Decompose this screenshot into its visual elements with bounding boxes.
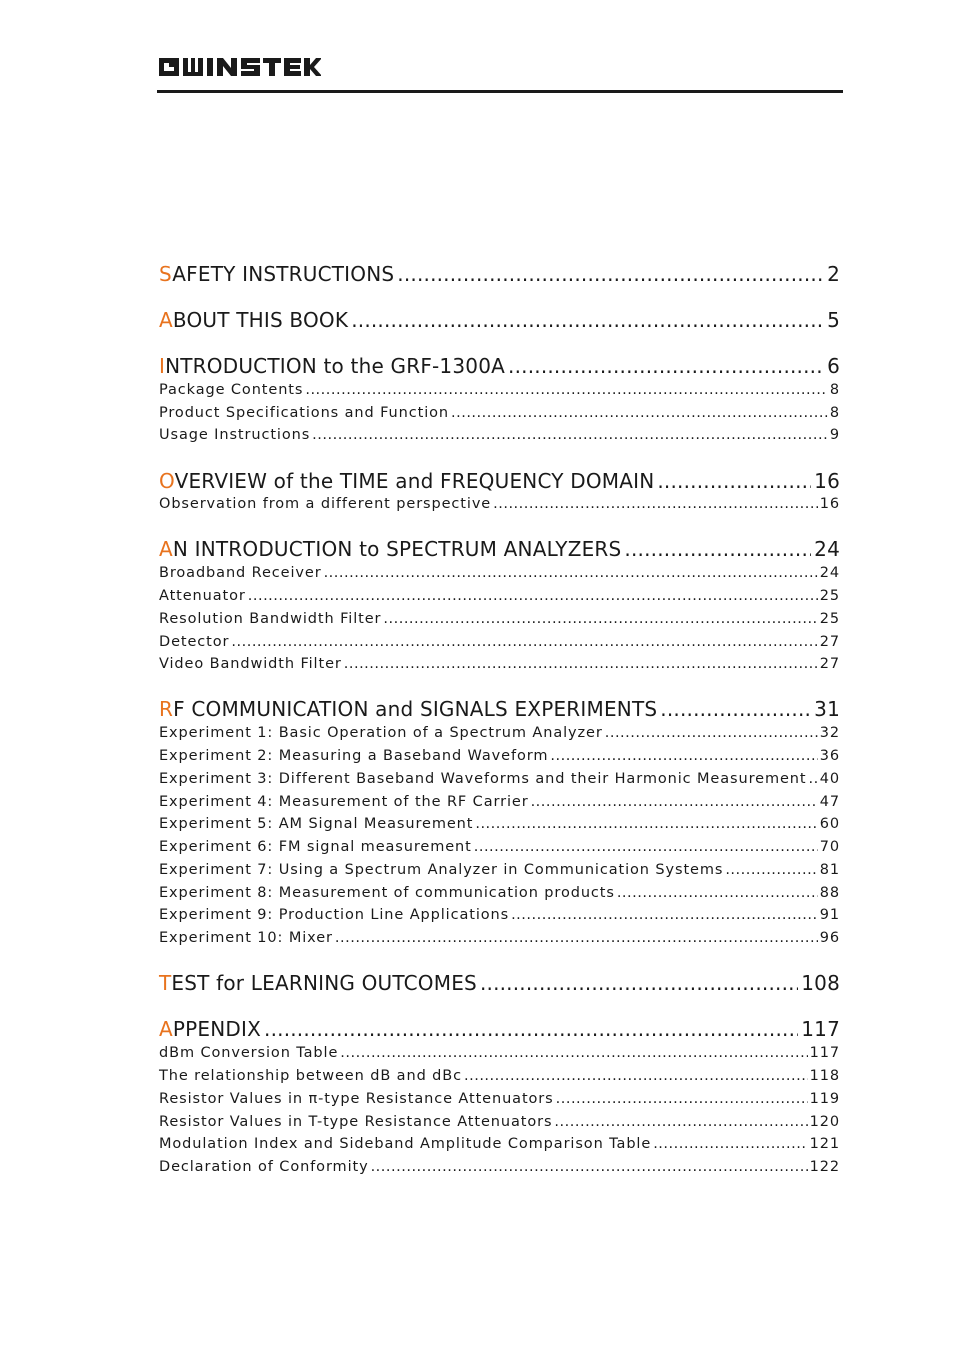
dot-leader [617, 885, 818, 901]
chapter-title-rest: VERVIEW of the TIME and FREQUENCY DOMAIN [174, 469, 655, 493]
dot-leader [657, 469, 811, 493]
toc-entry[interactable] [159, 565, 840, 581]
chapter-initial: A [159, 537, 173, 561]
page-number: 108 [801, 971, 840, 995]
page-number: 36 [819, 748, 840, 764]
entry-title: Experiment 1: Basic Operation of a Spectrum Analyzer [159, 725, 603, 741]
chapter-initial: R [159, 697, 174, 721]
dot-leader [624, 537, 811, 561]
dot-leader [305, 382, 828, 398]
toc-entry[interactable] [159, 611, 840, 627]
gw-instek-logo [157, 52, 321, 82]
page-number: 121 [809, 1136, 840, 1152]
dot-leader [550, 748, 817, 764]
toc-chapter[interactable] [159, 469, 840, 493]
dot-leader [264, 1017, 798, 1041]
toc-entry[interactable] [159, 771, 840, 787]
page-number: 32 [819, 725, 840, 741]
page-number: 6 [827, 354, 840, 378]
toc-entry[interactable] [159, 634, 840, 650]
toc-entry[interactable] [159, 930, 840, 946]
chapter-initial: A [159, 308, 173, 332]
dot-leader [351, 308, 824, 332]
chapter-initial: I [159, 354, 166, 378]
toc-entry[interactable] [159, 725, 840, 741]
entry-title: Experiment 5: AM Signal Measurement [159, 816, 474, 832]
toc-chapter[interactable] [159, 1017, 840, 1041]
page-number: 88 [819, 885, 840, 901]
page-number: 119 [809, 1091, 840, 1107]
page-number: 25 [819, 588, 840, 604]
dot-leader [371, 1159, 808, 1175]
dot-leader [397, 262, 824, 286]
dot-leader [383, 611, 817, 627]
entry-title: Broadband Receiver [159, 565, 322, 581]
toc-entry[interactable] [159, 1136, 840, 1152]
entry-title: Experiment 9: Production Line Applications [159, 907, 510, 923]
page-number: 25 [819, 611, 840, 627]
entry-title: Modulation Index and Sideband Amplitude Comparison Table [159, 1136, 652, 1152]
toc-chapter[interactable] [159, 262, 840, 286]
entry-title: Experiment 2: Measuring a Baseband Waveform [159, 748, 549, 764]
dot-leader [475, 816, 817, 832]
dot-leader [605, 725, 818, 741]
page-number: 27 [819, 634, 840, 650]
toc-entry[interactable] [159, 496, 840, 512]
dot-leader [511, 907, 818, 923]
chapter-title-rest: NTRODUCTION to the GRF-1300A [165, 354, 506, 378]
chapter-title [159, 1017, 261, 1041]
chapter-title-rest: EST for LEARNING OUTCOMES [171, 971, 477, 995]
dot-leader [660, 697, 811, 721]
toc-entry[interactable] [159, 839, 840, 855]
page-number: 31 [814, 697, 840, 721]
toc-entry[interactable] [159, 1091, 840, 1107]
toc-entry[interactable] [159, 748, 840, 764]
page-number: 122 [809, 1159, 840, 1175]
toc-chapter[interactable] [159, 354, 840, 378]
dot-leader [554, 1114, 807, 1130]
toc-entry[interactable] [159, 405, 840, 421]
dot-leader [808, 771, 817, 787]
toc-entry[interactable] [159, 1159, 840, 1175]
toc-entry[interactable] [159, 816, 840, 832]
entry-title: Experiment 6: FM signal measurement [159, 839, 472, 855]
entry-title: Product Specifications and Function [159, 405, 449, 421]
dot-leader [493, 496, 818, 512]
entry-title: The relationship between dB and dBc [159, 1068, 462, 1084]
page-number: 9 [829, 427, 840, 443]
toc-entry[interactable] [159, 656, 840, 672]
entry-title: Experiment 7: Using a Spectrum Analyzer in Communication Systems [159, 862, 724, 878]
toc-entry[interactable] [159, 588, 840, 604]
dot-leader [324, 565, 818, 581]
dot-leader [531, 794, 818, 810]
dot-leader [480, 971, 798, 995]
chapter-initial: O [159, 469, 175, 493]
toc-chapter[interactable] [159, 971, 840, 995]
dot-leader [335, 930, 818, 946]
page-number: 70 [819, 839, 840, 855]
page-number: 24 [814, 537, 840, 561]
toc-entry[interactable] [159, 907, 840, 923]
dot-leader [464, 1068, 808, 1084]
entry-title: Experiment 4: Measurement of the RF Carrier [159, 794, 529, 810]
chapter-title [159, 354, 505, 378]
page-number: 16 [819, 496, 840, 512]
dot-leader [725, 862, 817, 878]
toc-entry[interactable] [159, 382, 840, 398]
chapter-title-rest: F COMMUNICATION and SIGNALS EXPERIMENTS [173, 697, 658, 721]
dot-leader [231, 634, 817, 650]
toc-entry[interactable] [159, 1045, 840, 1061]
toc-chapter[interactable] [159, 308, 840, 332]
chapter-title [159, 469, 654, 493]
chapter-title [159, 697, 657, 721]
page-number: 24 [819, 565, 840, 581]
dot-leader [474, 839, 818, 855]
toc-entry[interactable] [159, 794, 840, 810]
entry-title: Observation from a different perspective [159, 496, 492, 512]
entry-title: dBm Conversion Table [159, 1045, 339, 1061]
dot-leader [248, 588, 818, 604]
chapter-title [159, 537, 621, 561]
chapter-title-rest: N INTRODUCTION to SPECTRUM ANALYZERS [172, 537, 622, 561]
entry-title: Resolution Bandwidth Filter [159, 611, 382, 627]
dot-leader [312, 427, 828, 443]
chapter-title-rest: AFETY INSTRUCTIONS [172, 262, 395, 286]
entry-title: Resistor Values in π-type Resistance Attenuators [159, 1091, 554, 1107]
page-number: 5 [827, 308, 840, 332]
page-number: 40 [819, 771, 840, 787]
toc-entry[interactable] [159, 1068, 840, 1084]
header-rule [157, 90, 843, 93]
entry-title: Package Contents [159, 382, 304, 398]
page-number: 117 [801, 1017, 840, 1041]
page-number: 16 [814, 469, 840, 493]
dot-leader [508, 354, 824, 378]
entry-title: Experiment 3: Different Baseband Waveforms and their Harmonic Measurement [159, 771, 807, 787]
entry-title: Declaration of Conformity [159, 1159, 369, 1175]
page-number: 118 [809, 1068, 840, 1084]
entry-title: Experiment 8: Measurement of communication products [159, 885, 615, 901]
entry-title: Experiment 10: Mixer [159, 930, 333, 946]
toc-entry[interactable] [159, 1114, 840, 1130]
dot-leader [653, 1136, 807, 1152]
chapter-title-rest: BOUT THIS BOOK [172, 308, 349, 332]
page-number: 117 [809, 1045, 840, 1061]
page-number: 47 [819, 794, 840, 810]
page-number: 8 [829, 382, 840, 398]
chapter-title [159, 971, 477, 995]
toc-entry[interactable] [159, 885, 840, 901]
dot-leader [340, 1045, 807, 1061]
page-number: 8 [829, 405, 840, 421]
page-number: 60 [819, 816, 840, 832]
entry-title: Usage Instructions [159, 427, 311, 443]
chapter-title-rest: PPENDIX [172, 1017, 262, 1041]
entry-title: Video Bandwidth Filter [159, 656, 342, 672]
chapter-initial: S [159, 262, 173, 286]
entry-title: Resistor Values in T-type Resistance Attenuators [159, 1114, 553, 1130]
dot-leader [451, 405, 828, 421]
toc-entry[interactable] [159, 427, 840, 443]
dot-leader [344, 656, 818, 672]
entry-title: Detector [159, 634, 230, 650]
toc-chapter[interactable] [159, 697, 840, 721]
dot-leader [556, 1091, 808, 1107]
page-number: 96 [819, 930, 840, 946]
page-number: 81 [819, 862, 840, 878]
page-number: 27 [819, 656, 840, 672]
toc-chapter[interactable] [159, 537, 840, 561]
page-number: 91 [819, 907, 840, 923]
entry-title: Attenuator [159, 588, 246, 604]
page-number: 120 [809, 1114, 840, 1130]
chapter-title [159, 308, 348, 332]
chapter-title [159, 262, 394, 286]
page-number: 2 [827, 262, 840, 286]
chapter-initial: A [159, 1017, 173, 1041]
logo-wordmark [157, 54, 321, 80]
chapter-initial: T [159, 971, 172, 995]
toc-entry[interactable] [159, 862, 840, 878]
